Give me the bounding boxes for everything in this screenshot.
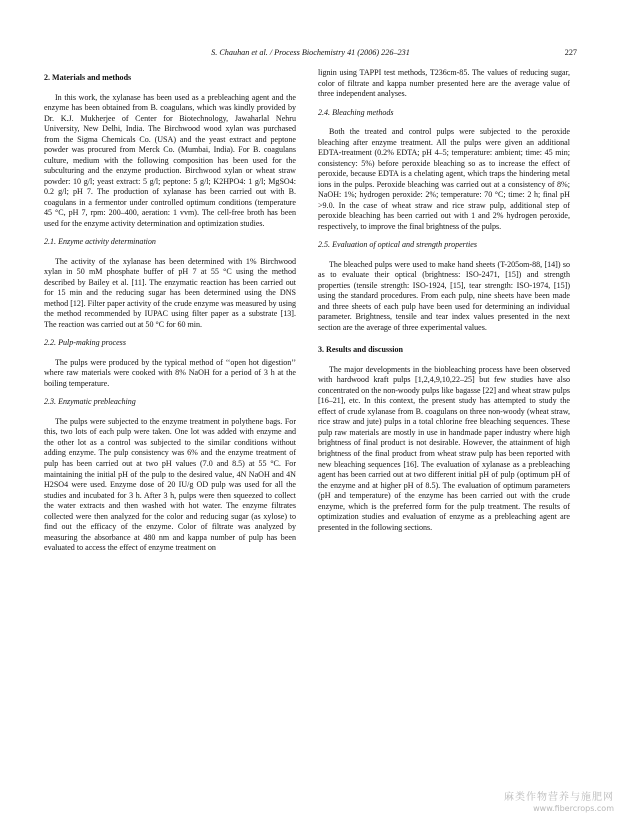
watermark-url: www.fibercrops.com (533, 804, 614, 813)
paragraph-bleaching-methods: Both the treated and control pulps were subjected to the peroxide bleaching after enzyme treatment. All the pulps were given an additional EDTA-treatment (0.2% EDTA; pH 4–5; temperature: ambient; time: 45 min; consistency: 5%) before peroxide bleaching so as to increase the effect of peroxide, because EDTA is a chelating agent, which traps the hindering metal ions in the pulps. Peroxide bleaching was carried out at a consistency of 8%; NaOH: 1%; hydrogen peroxide: 2%; temperature: 70 °C; time: 2 h; final pH >9.0. In the case of wheat straw and rice straw pulp, additional step of peroxide bleaching has been carried out with 1 and 2% hydrogen peroxide, respectively, to improve the final brightness of the pulps. (318, 127, 570, 231)
section-heading-results: 3. Results and discussion (318, 345, 403, 355)
watermark-text: 麻类作物营养与施肥网 (504, 792, 614, 803)
subsection-heading-prebleaching: 2.3. Enzymatic prebleaching (44, 397, 136, 407)
subsection-heading-bleaching-methods: 2.4. Bleaching methods (318, 107, 394, 117)
paragraph-results: The major developments in the biobleaching process have been observed with hardwood kraft pulps [1,2,4,9,10,22–25] but few studies have also concentrated on the non-woody pulps like bagasse [22] and wheat straw pulps [16–21], etc. In this context, the present study has attempted to study the effect of crude xylanase from B. coagulans on three non-woody (wheat straw, rice straw and jute) pulps in a total chlorine free bleaching sequences. These pulp raw materials are mostly in use in handmade paper industry where high brightness of final product is not desirable. However, the attainment of high brightness of the final product from wheat straw pulp has been reported with new bleaching sequences [16]. The evaluation of xylanase as a prebleaching agent has been carried out at two different initial pH of pulp (optimum pH of the enzyme and at higher pH of 8.5). The evaluation of optimum parameters (pH and temperature) of the enzyme has been carried out with the crude enzyme, which is the preferred form for the pulp treatment. The results of optimization studies and evaluation of enzyme as a prebleaching agent are presented in the following sections. (318, 364, 570, 532)
left-column (44, 68, 296, 560)
subsection-heading-pulp-making: 2.2. Pulp-making process (44, 338, 126, 348)
running-header (44, 48, 577, 62)
paragraph-pulp-making: The pulps were produced by the typical method of ‘‘open hot digestion’’ where raw materials were cooked with 8% NaOH for a period of 3 h at the boiling temperature. (44, 357, 296, 388)
watermark (504, 792, 614, 814)
paragraph-continued: lignin using TAPPI test methods, T236cm-85. The values of reducing sugar, color of filtrate and kappa number presented here are the average value of three independent analyses. (318, 68, 570, 99)
running-title: S. Chauhan et al. / Process Biochemistry 41 (2006) 226–231 (211, 48, 410, 57)
section-heading-materials-methods: 2. Materials and methods (44, 73, 132, 82)
paragraph-materials: In this work, the xylanase has been used as a prebleaching agent and the enzyme has been obtained from B. coagulans, which was kindly provided by Dr. K.J. Mukherjee of Center for Biotechnology, Jawaharlal Nehru University, New Delhi, India. The Birchwood wood xylan was purchased from the Sigma Chemicals Co. (USA) and the yeast extract and peptone powder was procured from Merck Co. (Mumbai, India). For B. coagulans culture, medium with the following composition has been used for the subculturing and the enzyme production. Birchwood xylan or wheat straw powder: 10 g/l; yeast extract: 5 g/l; peptone: 5 g/l; K2HPO4: 1 g/l; MgSO4: 0.2 g/l; pH 7. The production of xylanase has been carried out with B. coagulans in a fermentor under controlled optimum conditions (temperature 45 °C, pH 7, rpm: 200–400, aeration: 1 vvm). The cell-free broth has been used for the enzyme activity determination and optimization studies. (44, 92, 296, 228)
paragraph-enzyme-activity: The activity of the xylanase has been determined with 1% Birchwood xylan in 50 mM phosphate buffer of pH 7 at 55 °C using the method described by Bailey et al. [11]. The enzymatic reaction has been carried out for 15 min and the reducing sugar has been determined using the DNS method [12]. Filter paper activity of the crude enzyme was measured by using the method recommended by IUPAC using filter paper as a substrate [13]. The reaction was carried out at 50 °C for 60 min. (44, 256, 296, 329)
subsection-heading-optical-strength: 2.5. Evaluation of optical and strength properties (318, 240, 477, 250)
page-number: 227 (564, 48, 577, 57)
paragraph-optical-strength: The bleached pulps were used to make hand sheets (T-205om-88, [14]) so as to evaluate their optical (brightness: ISO-2471, [15]) and strength properties (tensile strength: ISO-1924, [15], tear strength: ISO-1974, [15]) using the standard procedures. From each pulp, nine sheets have been made and three sheets of each pulp have been used for determining an individual parameter. Brightness, tensile and tear index values presented in the next section are the average of three experimental values. (318, 259, 570, 332)
paragraph-prebleaching: The pulps were subjected to the enzyme treatment in polythene bags. For this, two lots of each pulp were taken. One lot was added with enzyme and the other lot as a control was subjected to the similar conditions without adding enzyme. The pulp consistency was 6% and the enzyme treatment of pulp has been carried out at two pH values (7.0 and 8.5) at 55 °C. For maintaining the initial pH of the pulp to the desired value, 4N NaOH and 4N H2SO4 were used. Enzyme dose of 20 IU/g OD pulp was used for all the studies and incubated for 3 h. After 3 h, pulps were then squeezed to collect the water extracts and then washed with hot water. The enzyme filtrates collected were then analyzed for the color and reducing sugar (as xylose) to find out the efficacy of the enzyme. Color of filtrate was analyzed by measuring the absorbance at 480 nm and kappa number of pulp has been evaluated to access the effect of enzyme treatment on (44, 416, 296, 553)
right-column (318, 68, 570, 539)
subsection-heading-enzyme-activity: 2.1. Enzyme activity determination (44, 237, 156, 247)
